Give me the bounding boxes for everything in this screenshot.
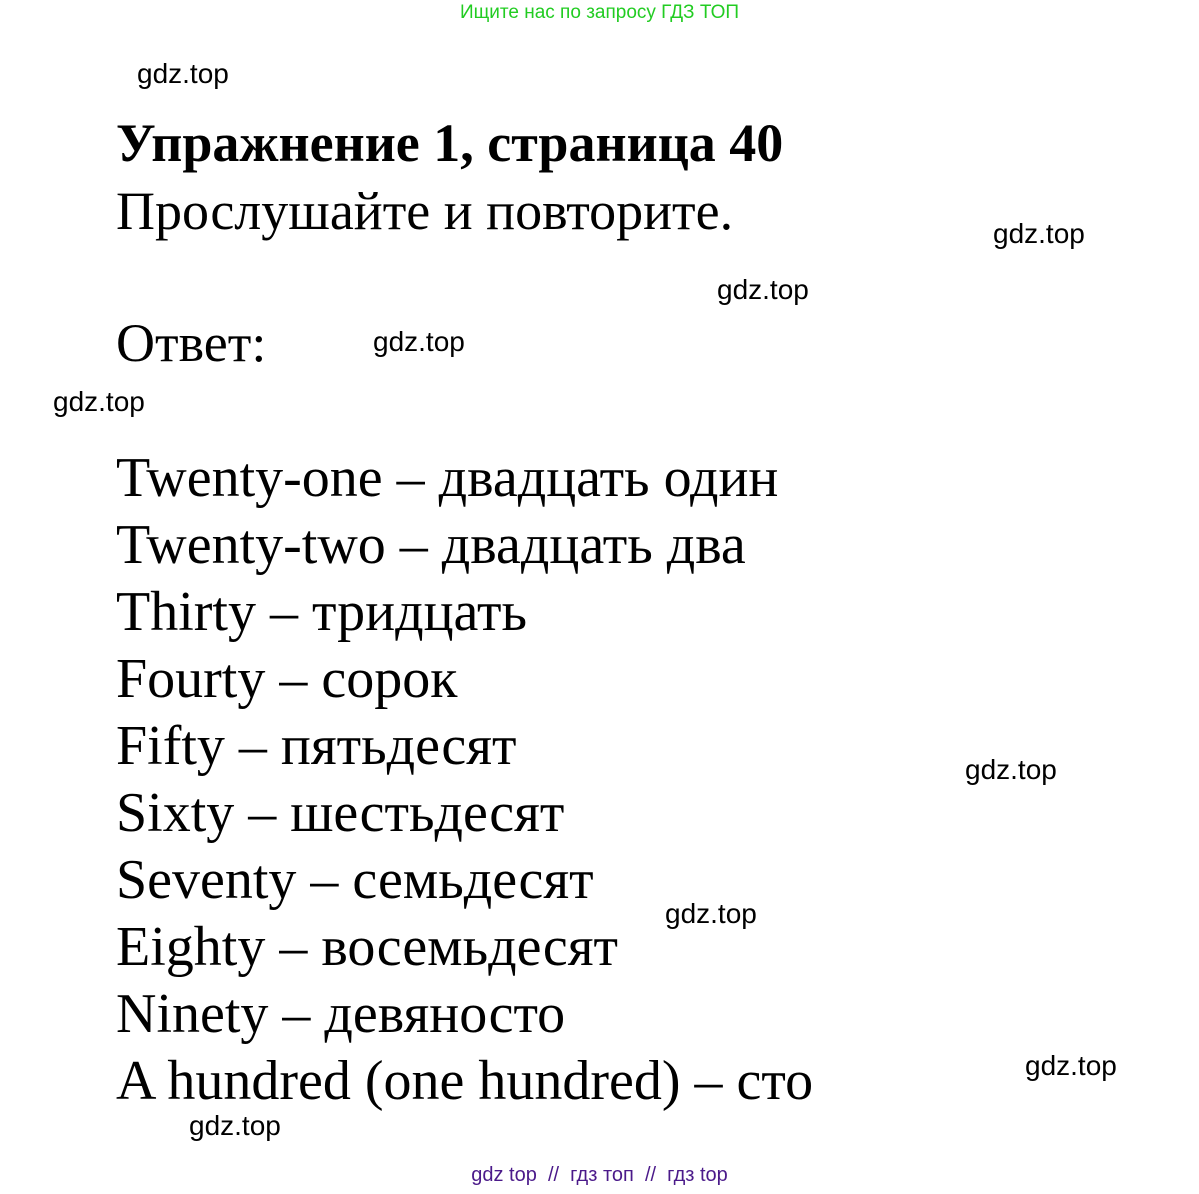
answer-line: A hundred (one hundred) – сто [116,1050,814,1112]
answer-line: Seventy – семьдесят [116,849,594,911]
watermark: gdz.top [373,326,465,357]
footer-links: gdz top // гдз топ // гдз top [471,1164,728,1186]
watermark: gdz.top [1025,1050,1117,1081]
search-banner: Ищите нас по запросу ГДЗ ТОП [459,2,740,23]
answer-line: Sixty – шестьдесят [116,782,565,844]
watermark: gdz.top [137,58,229,89]
answer-line: Twenty-one – двадцать один [116,447,779,509]
answer-line: Ninety – девяносто [116,983,566,1045]
answer-line: Twenty-two – двадцать два [116,514,746,576]
answer-line: Fifty – пятьдесят [116,715,517,777]
answer-line: Fourty – сорок [116,648,458,710]
answer-line: Eighty – восемьдесят [116,916,618,978]
instruction: Прослушайте и повторите. [116,181,734,241]
watermark: gdz.top [717,274,809,305]
watermark: gdz.top [993,218,1085,249]
answer-line: Thirty – тридцать [116,581,527,643]
watermark: gdz.top [189,1110,281,1141]
watermark: gdz.top [665,898,757,929]
answer-label: Ответ: [116,313,267,373]
watermark: gdz.top [53,386,145,417]
watermark: gdz.top [965,754,1057,785]
exercise-title: Упражнение 1, страница 40 [116,113,784,173]
